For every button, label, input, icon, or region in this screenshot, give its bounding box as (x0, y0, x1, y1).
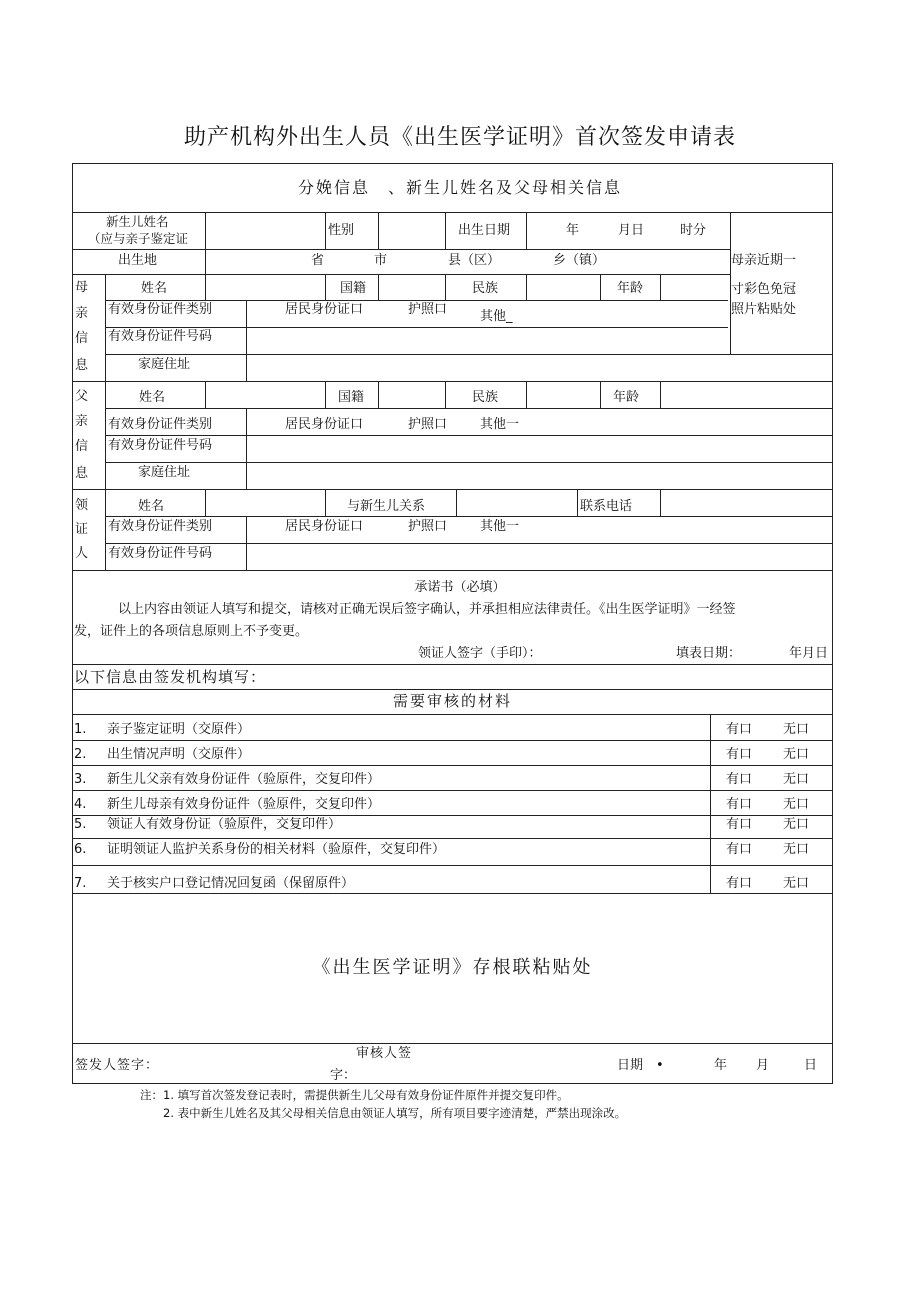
grid-line (72, 790, 833, 791)
material-no-checkbox[interactable]: 无口 (783, 797, 810, 812)
material-num: 7. (74, 876, 87, 891)
material-no-checkbox[interactable]: 无口 (783, 722, 810, 737)
recipient-idtype-label: 有效身份证件类别 (108, 519, 213, 534)
mother-nationality-label: 国籍 (340, 281, 367, 296)
grid-line (325, 489, 326, 516)
grid-line (660, 381, 661, 408)
section-heading-birth-info: 分娩信息 、新生儿姓名及父母相关信息 (297, 178, 622, 197)
recipient-idtype-option-idcard: 居民身份证口 (285, 519, 364, 534)
reviewer-signature-label-2: 字： (330, 1068, 357, 1083)
material-text: 关于核实户口登记情况回复函（保留原件） (107, 876, 355, 891)
grid-line (72, 1043, 833, 1044)
pledge-filldate-value: 年月日 (789, 646, 829, 661)
grid-line (105, 543, 833, 544)
material-yes-checkbox[interactable]: 有口 (726, 842, 753, 857)
grid-line (325, 274, 326, 300)
mother-side-label: 母 (75, 280, 89, 295)
mother-name-label: 姓名 (141, 281, 168, 296)
material-no-checkbox[interactable]: 无口 (783, 842, 810, 857)
photo-area-label-2: 寸彩色免冠 (731, 282, 797, 297)
grid-line (72, 274, 730, 275)
material-num: 5. (74, 817, 87, 832)
grid-line (105, 408, 833, 409)
grid-line (105, 354, 833, 355)
grid-line (72, 381, 833, 382)
grid-line (72, 689, 833, 690)
footnote-1: 注：1. 填写首次签发登记表时，需提供新生儿父母有效身份证件原件并提交复印件。 (140, 1088, 569, 1102)
father-side-label: 父 (75, 389, 89, 404)
material-yes-checkbox[interactable]: 有口 (726, 817, 753, 832)
grid-line (526, 274, 527, 300)
mother-ethnicity-label: 民族 (472, 281, 499, 296)
mother-side-label: 亲 (75, 306, 89, 321)
grid-line (456, 489, 457, 516)
material-yes-checkbox[interactable]: 有口 (726, 722, 753, 737)
mother-side-label: 息 (75, 358, 89, 373)
date-label: 日期 • (617, 1058, 664, 1073)
grid-line (710, 714, 711, 893)
baby-name-label: 新生儿姓名 (106, 214, 169, 229)
date-day: 日 (804, 1058, 818, 1073)
grid-line (600, 274, 601, 300)
grid-line (325, 381, 326, 408)
issuer-signature-label: 签发人签字： (75, 1058, 160, 1073)
grid-line (105, 300, 728, 301)
material-no-checkbox[interactable]: 无口 (783, 876, 810, 891)
date-year: 年 (714, 1058, 728, 1073)
baby-birthdate-label: 出生日期 (458, 223, 511, 238)
grid-line (445, 212, 446, 249)
father-side-label: 亲 (75, 414, 89, 429)
grid-line (105, 327, 728, 328)
recipient-idtype-option-other: 其他一 (480, 519, 520, 534)
mother-idno-label: 有效身份证件号码 (108, 329, 213, 344)
recipient-relation-label: 与新生儿关系 (347, 499, 426, 514)
material-text: 新生儿父亲有效身份证件（验原件，交复印件） (107, 772, 381, 787)
grid-line (378, 381, 379, 408)
grid-line (72, 865, 833, 866)
material-text: 亲子鉴定证明（交原件） (107, 722, 251, 737)
birthdate-monthday: 月日 (618, 223, 645, 238)
grid-line (577, 489, 578, 516)
pledge-signature-label: 领证人签字（手印）： (418, 646, 542, 661)
material-num: 6. (74, 842, 87, 857)
birthdate-year: 年 (566, 223, 580, 238)
grid-line (526, 212, 527, 249)
mother-idtype-option-idcard: 居民身份证口 (285, 302, 364, 317)
baby-sex-label: 性别 (328, 223, 355, 238)
material-text: 领证人有效身份证（验原件，交复印件） (107, 817, 342, 832)
recipient-side-label: 人 (75, 546, 89, 561)
recipient-side-label: 领 (75, 498, 89, 513)
mother-idtype-label: 有效身份证件类别 (108, 302, 213, 317)
material-num: 3. (74, 772, 87, 787)
material-num: 2. (74, 747, 87, 762)
grid-line (72, 893, 833, 894)
grid-line (378, 212, 379, 249)
father-idtype-option-idcard: 居民身份证口 (285, 417, 364, 432)
grid-line (600, 381, 601, 408)
grid-line (72, 570, 833, 571)
grid-line (72, 664, 833, 665)
mother-idtype-option-passport: 护照口 (408, 302, 448, 317)
materials-heading: 需要审核的材料 (392, 692, 512, 710)
material-yes-checkbox[interactable]: 有口 (726, 747, 753, 762)
birthdate-hourmin: 时分 (680, 223, 707, 238)
certificate-stub-paste-area: 《出生医学证明》存根联粘贴处 (312, 957, 593, 978)
photo-area-label-3: 照片粘贴处 (731, 302, 797, 317)
pledge-title: 承诺书（必填） (414, 580, 506, 595)
birthplace-county: 县（区） (448, 253, 501, 268)
father-idtype-label: 有效身份证件类别 (108, 417, 213, 432)
grid-line (246, 300, 247, 381)
footnote-2: 2. 表中新生儿姓名及其父母相关信息由领证人填写，所有项目要字迹清楚，严禁出现涂改。 (163, 1106, 627, 1120)
father-side-label: 信 (75, 439, 89, 454)
material-text: 新生儿母亲有效身份证件（验原件，交复印件） (107, 797, 381, 812)
father-idno-label: 有效身份证件号码 (108, 438, 213, 453)
grid-line (246, 516, 247, 570)
mother-address-label: 家庭住址 (138, 357, 191, 372)
issuer-note: 以下信息由签发机构填写： (74, 668, 267, 686)
material-yes-checkbox[interactable]: 有口 (726, 797, 753, 812)
father-nationality-label: 国籍 (338, 390, 365, 405)
pledge-text-line1: 以上内容由领证人填写和提交，请核对正确无误后签字确认，并承担相应法律责任。《出生医学证明》一经签 (118, 602, 736, 617)
grid-line (105, 462, 833, 463)
material-text: 出生情况声明（交原件） (107, 747, 251, 762)
father-idtype-option-passport: 护照口 (408, 417, 448, 432)
material-text: 证明领证人监护关系身份的相关材料（验原件，交复印件） (107, 842, 446, 857)
recipient-idtype-option-passport: 护照口 (408, 519, 448, 534)
grid-line (72, 765, 833, 766)
father-age-label: 年龄 (613, 390, 640, 405)
recipient-name-label: 姓名 (138, 499, 165, 514)
grid-line (325, 212, 326, 249)
mother-idtype-option-other: 其他_ (480, 309, 513, 324)
grid-line (72, 249, 730, 250)
grid-line (205, 212, 206, 249)
baby-name-label-note: （应与亲子鉴定证 (88, 231, 189, 246)
father-name-label: 姓名 (139, 390, 166, 405)
recipient-phone-label: 联系电话 (580, 499, 633, 514)
material-num: 4. (74, 797, 87, 812)
grid-line (660, 274, 661, 300)
recipient-idno-label: 有效身份证件号码 (108, 546, 213, 561)
reviewer-signature-label: 审核人签 (356, 1046, 413, 1061)
father-side-label: 息 (75, 466, 89, 481)
father-ethnicity-label: 民族 (472, 390, 499, 405)
grid-line (205, 249, 206, 274)
grid-line (205, 489, 206, 516)
grid-line (105, 274, 106, 570)
grid-line (105, 435, 833, 436)
grid-line (378, 274, 379, 300)
grid-line (72, 740, 833, 741)
grid-line (205, 381, 206, 408)
grid-line (72, 212, 833, 213)
grid-line (72, 489, 833, 490)
grid-line (445, 274, 446, 300)
birthplace-city: 市 (374, 253, 388, 268)
page-title: 助产机构外出生人员《出生医学证明》首次签发申请表 (183, 125, 736, 150)
recipient-side-label: 证 (75, 522, 89, 537)
material-no-checkbox[interactable]: 无口 (783, 817, 810, 832)
mother-side-label: 信 (75, 331, 89, 346)
grid-line (526, 381, 527, 408)
material-yes-checkbox[interactable]: 有口 (726, 772, 753, 787)
birthplace-town: 乡（镇） (553, 253, 606, 268)
father-idtype-option-other: 其他一 (480, 417, 520, 432)
grid-line (246, 408, 247, 489)
grid-line (205, 274, 206, 300)
grid-line (660, 489, 661, 516)
date-month: 月 (756, 1058, 770, 1073)
pledge-filldate-label: 填表日期： (676, 646, 742, 661)
photo-area-label-1: 母亲近期一 (731, 253, 797, 268)
birthplace-label: 出生地 (118, 253, 158, 268)
grid-line (72, 714, 833, 715)
father-address-label: 家庭住址 (138, 465, 191, 480)
birthplace-province: 省 (311, 253, 325, 268)
grid-line (72, 815, 833, 816)
material-yes-checkbox[interactable]: 有口 (726, 876, 753, 891)
mother-age-label: 年龄 (617, 281, 644, 296)
grid-line (445, 381, 446, 408)
grid-line (72, 838, 833, 839)
pledge-text-line2: 发，证件上的各项信息原则上不予变更。 (74, 624, 309, 639)
material-no-checkbox[interactable]: 无口 (783, 747, 810, 762)
material-no-checkbox[interactable]: 无口 (783, 772, 810, 787)
material-num: 1. (74, 722, 87, 737)
grid-line (105, 516, 833, 517)
